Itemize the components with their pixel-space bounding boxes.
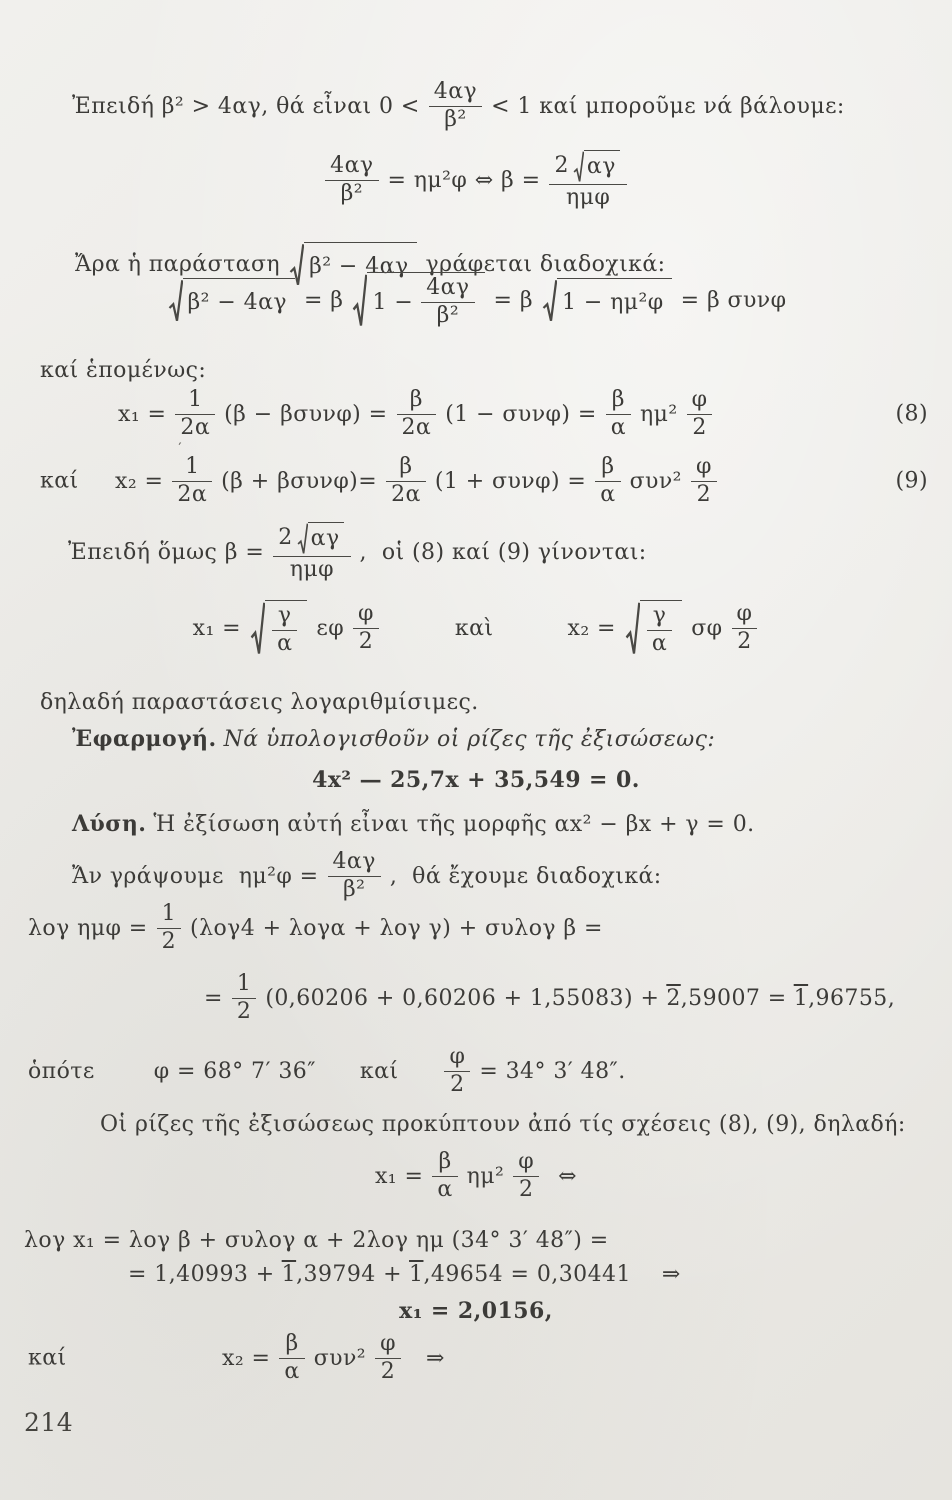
fraction-denominator: 2: [353, 628, 379, 655]
radical-sign-icon: [625, 600, 640, 656]
text-run: = ημ²φ ⇔ β =: [387, 167, 541, 193]
fraction: [375, 1332, 401, 1384]
radical: [297, 522, 344, 555]
radical: [352, 272, 484, 328]
radical: [625, 600, 682, 656]
display-x1-relation: [0, 1150, 952, 1202]
overlined-characteristic: 1: [281, 1262, 297, 1287]
text-run: λογ x₁ = λογ β + συλογ α + 2λογ ημ (34° 3′ 48″) =: [24, 1228, 609, 1253]
radical-sign-icon: [250, 600, 265, 656]
overlined-characteristic: 1: [793, 985, 809, 1011]
fraction-denominator: 2: [732, 628, 758, 655]
heading-lysi: Λύση.: [72, 811, 147, 837]
fraction-denominator: 2α: [172, 481, 212, 508]
text-run: x₂ =: [567, 615, 616, 641]
fraction-denominator: 2: [687, 414, 713, 441]
fraction-denominator: β²: [325, 180, 378, 207]
heading-efarmogi: Ἐφαρμογή.: [72, 726, 217, 752]
text-run: (0,60206 + 0,60206 + 1,55083) +: [265, 985, 660, 1011]
text-run: = 1,40993 +: [128, 1262, 275, 1287]
fraction: [432, 1150, 457, 1202]
text-run: λογ ημφ =: [28, 915, 148, 941]
fraction-numerator: [549, 150, 626, 184]
fraction-denominator: α: [272, 630, 297, 657]
double-arrow: ⇒: [661, 1262, 681, 1287]
fraction: [325, 154, 378, 206]
text-run: x₁ =: [192, 615, 242, 641]
fraction: [732, 602, 758, 654]
text-run: , οἱ (8) καί (9) γίνονται:: [359, 539, 647, 565]
fraction-denominator: 2: [232, 998, 256, 1025]
equation-log-line1: [28, 902, 603, 954]
text-run: = β συνφ: [680, 287, 787, 313]
fraction-denominator: β²: [328, 876, 381, 903]
angle-value: φ = 68° 7′ 36″: [153, 1058, 316, 1084]
fraction: [444, 1045, 470, 1097]
log-value: [409, 1262, 631, 1287]
fraction-denominator: 2α: [175, 414, 215, 441]
fraction: [175, 388, 215, 440]
equation-9: [40, 441, 952, 507]
fraction-numerator: φ: [380, 1331, 396, 1356]
fraction-denominator: ημφ: [549, 184, 626, 211]
fraction: [273, 522, 350, 583]
fraction: [328, 850, 381, 902]
fraction: [606, 388, 631, 440]
display-x2-relation: [28, 1331, 445, 1384]
text-run: x₂ =: [222, 1345, 271, 1371]
text-run: δηλαδή παραστάσεις λογαριθμίσιμες.: [40, 690, 479, 715]
text-run: (β + βσυνφ)=: [221, 468, 378, 494]
text-run: καί ἑπομένως:: [40, 358, 207, 383]
text-run: (β − βσυνφ) =: [224, 401, 388, 427]
fraction: [397, 388, 437, 440]
log-value: [794, 986, 896, 1011]
display-equation-radicals: [0, 272, 952, 328]
fraction-numerator: β: [601, 454, 615, 479]
paragraph-efarmogi: [72, 726, 715, 752]
text-run: (1 + συνφ) =: [434, 468, 587, 494]
double-arrow: ⇔: [558, 1163, 578, 1189]
equation-logx1-line2: [128, 1262, 681, 1287]
text-run: = β: [493, 287, 533, 313]
fraction-numerator: 4αγ: [330, 153, 374, 179]
radical-sign-icon: [352, 272, 367, 328]
text-run: Ἐπειδή β² > 4αγ, θά εἶναι 0 <: [72, 93, 420, 119]
paragraph-dilade: [40, 690, 479, 715]
fraction-denominator: 2: [691, 481, 717, 508]
fraction-denominator: α: [432, 1176, 457, 1203]
text-run: =: [204, 985, 223, 1011]
mantissa: ,59007 =: [680, 985, 787, 1011]
fraction: [353, 602, 379, 654]
display-equation-beta: [0, 150, 952, 211]
fraction: [157, 902, 181, 954]
overlined-characteristic: 2: [666, 985, 681, 1011]
double-arrow: ⇒: [425, 1345, 445, 1371]
radical: [542, 278, 672, 323]
text-run: (λογ4 + λογα + λογ γ) + συλογ β =: [190, 915, 603, 941]
fraction: [272, 604, 297, 656]
radicand: [640, 600, 682, 656]
fraction-numerator: 4αγ: [433, 79, 478, 104]
fraction-denominator: 2: [513, 1176, 539, 1203]
text-run: Ἐπειδή ὅμως β =: [68, 539, 265, 565]
mantissa: ,39794 +: [296, 1262, 403, 1287]
fraction-numerator: β: [399, 454, 413, 479]
fraction-numerator: φ: [695, 454, 712, 479]
radicand: [367, 272, 484, 328]
text-run: x₂ =: [115, 468, 164, 494]
paragraph-epeidi: [72, 80, 845, 132]
fraction-denominator: α: [606, 414, 631, 441]
mantissa: ,96755,: [808, 985, 896, 1011]
fraction: [386, 455, 426, 507]
problem-statement: Νά ὑπολογισθοῦν οἱ ρίζες τῆς ἐξισώσεως:: [223, 726, 716, 752]
fraction-denominator: β²: [421, 302, 474, 329]
text-run: σφ: [691, 615, 723, 641]
fraction-numerator: φ: [691, 387, 708, 412]
text-run: εφ: [316, 615, 345, 641]
text-run: 1 −: [372, 289, 414, 315]
radicand: αγ: [584, 150, 620, 183]
fraction-denominator: 2α: [386, 481, 426, 508]
radicand: αγ: [308, 522, 344, 555]
fraction: [172, 441, 212, 507]
fraction-numerator: 4αγ: [426, 275, 470, 300]
fraction-numerator: φ: [358, 601, 374, 626]
radical-sign-icon: [573, 150, 584, 183]
fraction-numerator: φ: [518, 1149, 535, 1174]
fraction: [513, 1150, 539, 1202]
fraction-numerator: β: [611, 387, 625, 412]
fraction-denominator: 2: [157, 928, 181, 955]
print-artifact: ′: [178, 441, 183, 457]
fraction-denominator: α: [595, 481, 620, 508]
result-x1: [0, 1298, 952, 1324]
fraction-numerator: [273, 522, 350, 556]
radical-sign-icon: [297, 522, 308, 555]
text-run: καὶ: [454, 615, 494, 641]
text-run: ημ²: [640, 401, 678, 427]
fraction-denominator: 2α: [397, 414, 437, 441]
text-run: < 1 καί μποροῦμε νά βάλουμε:: [491, 93, 845, 119]
fraction-denominator: 2: [375, 1358, 401, 1385]
equation-logx1-line1: [24, 1228, 609, 1253]
fraction-numerator: β: [438, 1149, 452, 1174]
text-run: , θά ἔχουμε διαδοχικά:: [389, 863, 662, 889]
text-run: καί: [28, 1345, 67, 1371]
fraction-numerator: β: [285, 1331, 299, 1356]
log-value: [666, 986, 786, 1011]
overlined-characteristic: 1: [409, 1262, 424, 1287]
text-run: ημ²: [466, 1163, 505, 1189]
text-run: Ἡ ἐξίσωση αὐτή εἶναι τῆς μορφῆς αx² − βx + γ = 0.: [153, 811, 755, 837]
paragraph-kai-epomenos: [40, 358, 206, 383]
radical: [250, 600, 307, 656]
fraction: [595, 455, 620, 507]
radicand: [265, 600, 307, 656]
display-roots-tangent: [0, 600, 952, 656]
radicand: β² − 4αγ: [304, 242, 416, 287]
equation-number: (9): [895, 468, 928, 494]
text-run: καί: [40, 468, 79, 494]
text-run: συν²: [313, 1345, 367, 1371]
fraction: [429, 80, 482, 132]
text-run: x₁ =: [118, 401, 167, 427]
text-run: x₁ =: [374, 1163, 424, 1189]
text-run: συν²: [629, 468, 682, 494]
equation-number: (8): [895, 401, 928, 427]
angle-value: = 34° 3′ 48″.: [479, 1058, 626, 1084]
fraction-denominator: β²: [429, 106, 482, 133]
fraction: [279, 1332, 304, 1384]
fraction: [647, 604, 672, 656]
radical: [168, 278, 295, 323]
result-value: x₁ = 2,0156,: [399, 1298, 553, 1324]
text-run: ὁπότε: [28, 1058, 95, 1084]
coefficient: 2: [278, 525, 293, 551]
log-value: [282, 1262, 402, 1287]
fraction-numerator: 1: [236, 971, 252, 996]
fraction: [232, 972, 256, 1024]
text-run: (1 − συνφ) =: [445, 401, 597, 427]
fraction-numerator: φ: [736, 601, 753, 626]
display-quadratic: [0, 767, 952, 793]
fraction-numerator: 4αγ: [332, 849, 376, 874]
fraction-numerator: 1: [161, 901, 177, 926]
paragraph-opote: [28, 1045, 626, 1097]
radicand: 1 − ημ²φ: [557, 278, 672, 323]
fraction-denominator: α: [647, 630, 672, 657]
fraction-denominator: α: [279, 1358, 304, 1385]
fraction: [691, 455, 717, 507]
equation-8: [118, 388, 952, 440]
radical: [573, 150, 620, 183]
fraction-numerator: φ: [449, 1044, 466, 1069]
equation-log-line2: [204, 972, 895, 1024]
paragraph-an-grapsoume: [72, 850, 662, 902]
paragraph-lysi: [72, 811, 755, 837]
text-run: καί: [359, 1058, 399, 1084]
fraction-numerator: β: [409, 387, 423, 412]
text-run: Ἄν γράψουμε ημ²φ =: [72, 863, 319, 889]
text-run: γράφεται διαδοχικά:: [425, 252, 666, 277]
fraction-numerator: γ: [652, 603, 667, 628]
fraction: [421, 276, 474, 328]
text-run: Ἄρα ἡ παράσταση: [75, 252, 281, 277]
fraction-denominator: 2: [444, 1071, 470, 1098]
paragraph-epeidi-omos: [68, 522, 647, 583]
paragraph-oi-rizes: [100, 1112, 906, 1137]
text-run: = β: [303, 287, 344, 313]
page-number: 214: [24, 1408, 74, 1437]
fraction-numerator: 1: [188, 387, 203, 412]
radical-sign-icon: [168, 278, 183, 323]
fraction: [687, 388, 713, 440]
fraction-numerator: γ: [277, 603, 292, 628]
fraction-numerator: 1: [185, 454, 200, 479]
mantissa: ,49654 = 0,30441: [423, 1262, 631, 1287]
fraction: [549, 150, 626, 211]
text-run: Οἱ ρίζες τῆς ἐξισώσεως προκύπτουν ἀπό τίς σχέσεις (8), (9), δηλαδή:: [100, 1112, 906, 1137]
equation-text: 4x² — 25,7x + 35,549 = 0.: [312, 767, 640, 793]
radicand: β² − 4αγ: [183, 278, 295, 323]
coefficient: 2: [554, 153, 569, 179]
radical-sign-icon: [542, 278, 557, 323]
fraction-denominator: ημφ: [273, 556, 350, 583]
